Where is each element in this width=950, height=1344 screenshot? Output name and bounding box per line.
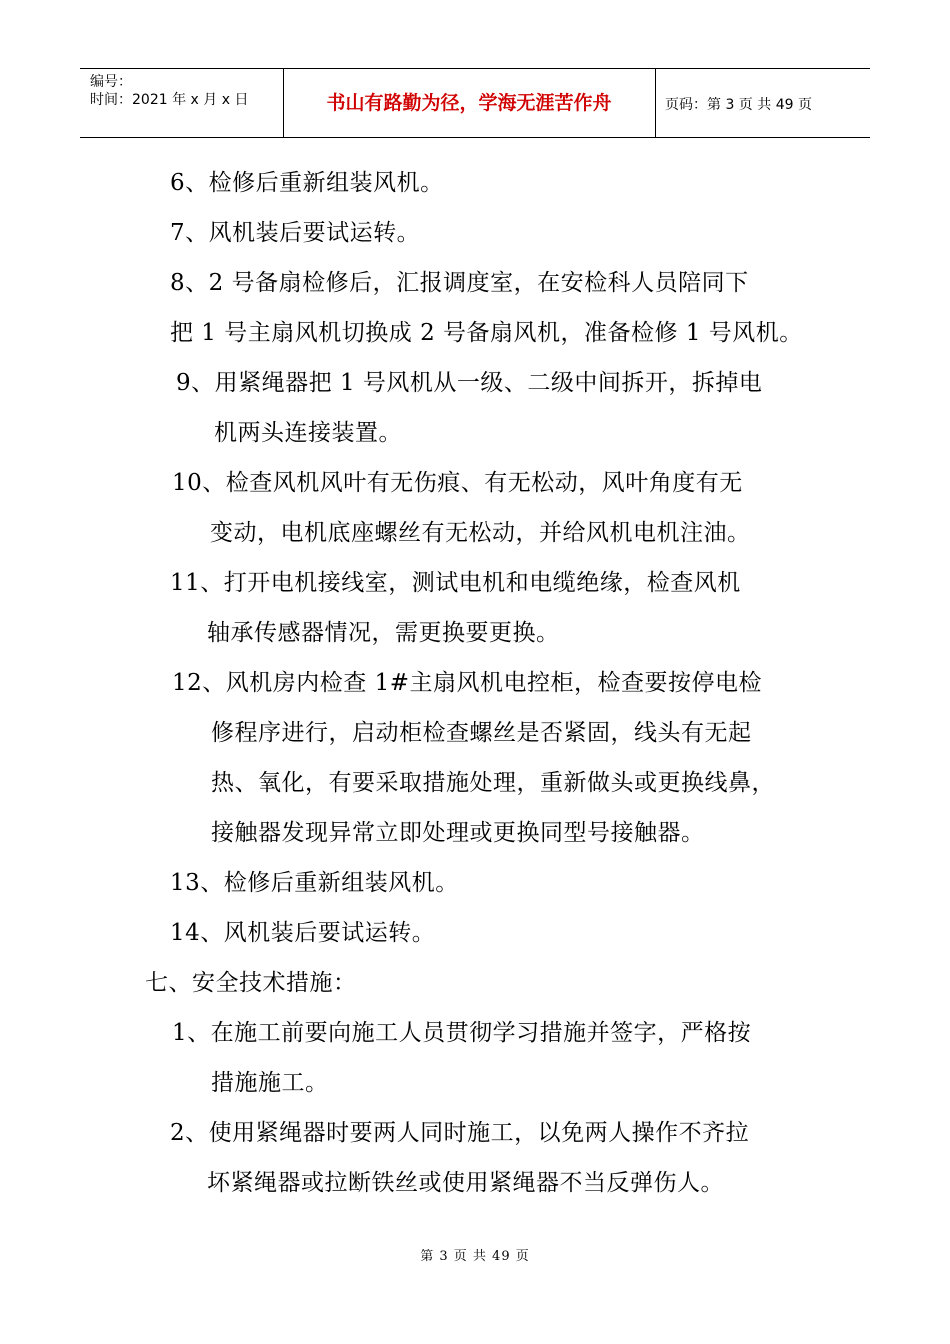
header-motto: 书山有路勤为径，学海无涯苦作舟 xyxy=(326,92,612,114)
body-line: 接触器发现异常立即处理或更换同型号接触器。 xyxy=(211,820,705,846)
header-page-info: 页码：第 3 页 共 49 页 xyxy=(665,97,812,113)
body-line: 措施施工。 xyxy=(211,1070,329,1096)
body-line: 2、使用紧绳器时要两人同时施工，以免两人操作不齐拉 xyxy=(170,1120,750,1146)
body-line: 14、风机装后要试运转。 xyxy=(170,920,436,946)
body-line: 变动，电机底座螺丝有无松动，并给风机电机注油。 xyxy=(210,520,751,546)
body-line: 9、用紧绳器把 1 号风机从一级、二级中间拆开，拆掉电 xyxy=(176,370,763,396)
body-line: 修程序进行，启动柜检查螺丝是否紧固，线头有无起 xyxy=(211,720,752,746)
body-line: 机两头连接装置。 xyxy=(214,420,402,446)
body-line: 8、2 号备扇检修后，汇报调度室，在安检科人员陪同下 xyxy=(170,270,749,296)
section-heading: 七、安全技术措施： xyxy=(145,970,357,996)
body-line: 热、氧化，有要采取措施处理，重新做头或更换线鼻， xyxy=(211,770,775,796)
page-footer: 第 3 页 共 49 页 xyxy=(420,1249,530,1264)
body-line: 12、风机房内检查 1#主扇风机电控柜，检查要按停电检 xyxy=(172,670,762,696)
document-number-label: 编号： xyxy=(90,74,132,90)
body-line: 6、检修后重新组装风机。 xyxy=(170,170,444,196)
body-line: 把 1 号主扇风机切换成 2 号备扇风机，准备检修 1 号风机。 xyxy=(170,320,803,346)
body-line: 11、打开电机接线室，测试电机和电缆绝缘，检查风机 xyxy=(170,570,741,596)
document-date-label: 时间：2021 年 x 月 x 日 xyxy=(90,92,249,108)
body-line: 坏紧绳器或拉断铁丝或使用紧绳器不当反弹伤人。 xyxy=(207,1170,724,1196)
body-line: 1、在施工前要向施工人员贯彻学习措施并签字，严格按 xyxy=(172,1020,752,1046)
body-line: 轴承传感器情况，需更换要更换。 xyxy=(207,620,560,646)
body-line: 7、风机装后要试运转。 xyxy=(170,220,421,246)
body-line: 10、检查风机风叶有无伤痕、有无松动，风叶角度有无 xyxy=(172,470,743,496)
body-line: 13、检修后重新组装风机。 xyxy=(170,870,459,896)
